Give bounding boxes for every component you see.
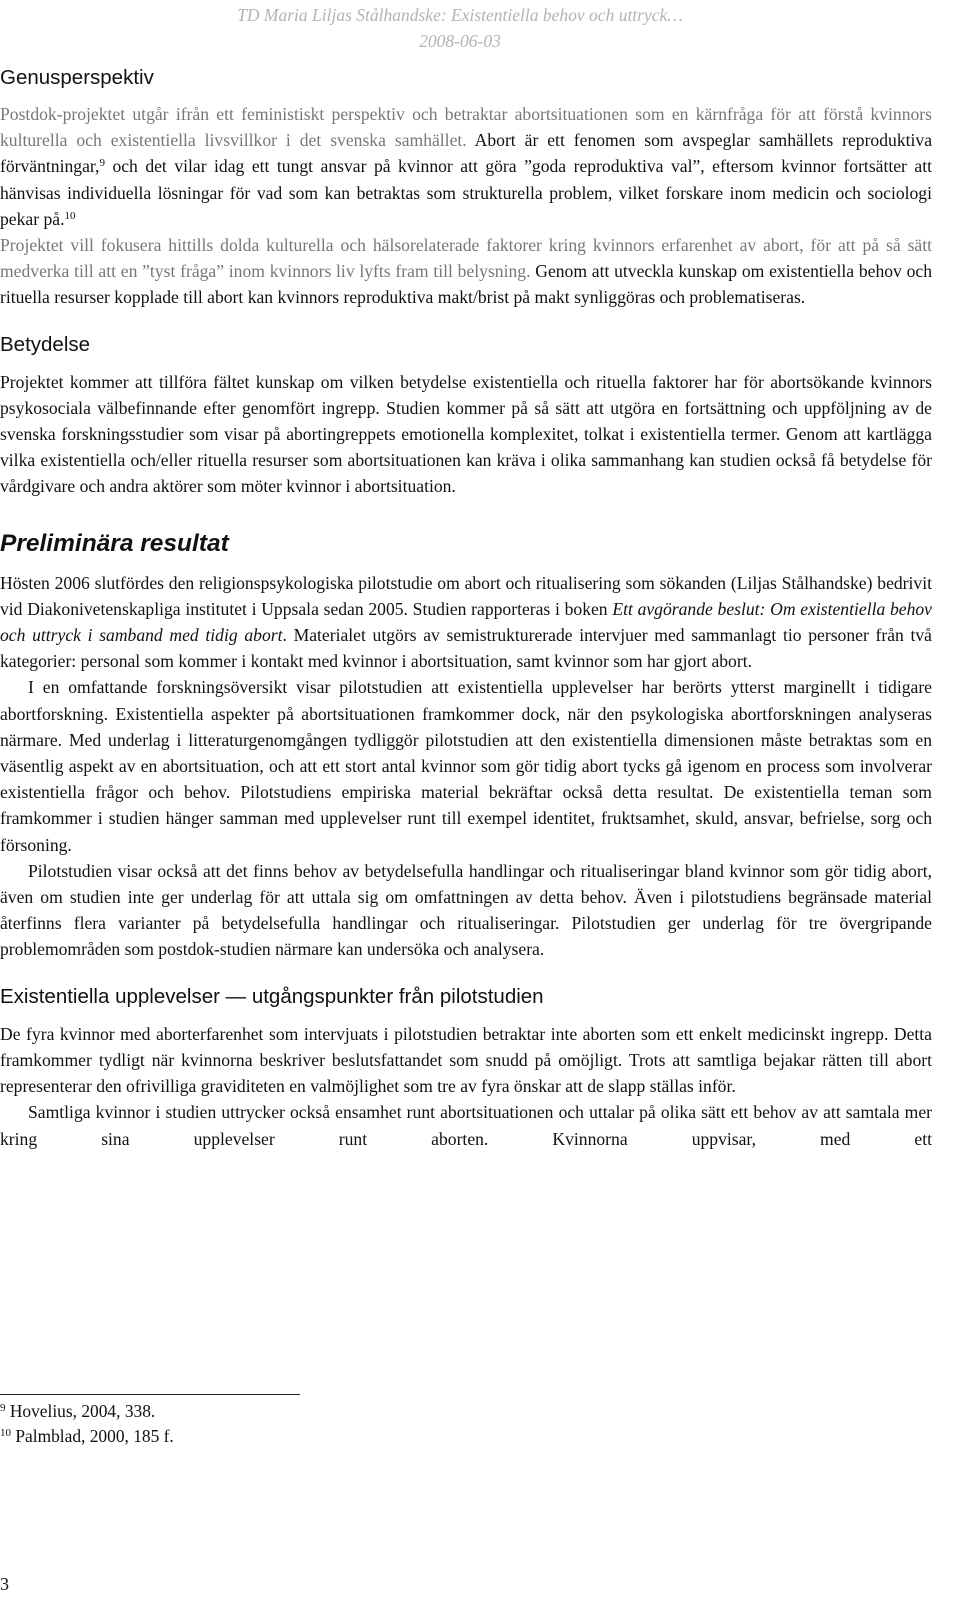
section-genusperspektiv — [0, 64, 932, 311]
paragraph — [0, 232, 932, 311]
paragraph: De fyra kvinnor med aborterfarenhet som intervjuats i pilotstudien betraktar inte aborten som ett enkelt medicinskt ingrepp. Detta framkommer tydligt när kvinnorna beskriver beslutsfattandet som snudd på omöjligt. Trots att samtliga bejakar rätten till abort representerar den ofrivilliga graviditeten en valmöjlighet som tre av fyra önskar att de slapp ställas inför. — [0, 1023, 932, 1097]
paragraph-text: Genom att utveckla kunskap om existentiella behov och rituella resurser kopplade till abort kan kvinnors reproduktiva makt/brist på makt synliggöras och problematiseras. — [0, 261, 933, 308]
footnote-ref-9: 9 — [99, 157, 105, 170]
paragraph-text: Abort är ett fenomen som avspeglar samhällets reproduktiva förväntningar, — [0, 130, 932, 177]
paragraph-text-light: Postdok-projektet utgår ifrån ett feministiskt perspektiv och betraktar abortsituationen som en kärnfråga för att förstå kvinnors kulturella och existentiella livsvillkor i det svenska samhället. — [0, 104, 932, 151]
footnote-text: Hovelius, 2004, 338. — [5, 1401, 156, 1421]
footnote-10 — [0, 1424, 932, 1449]
paragraph — [0, 101, 932, 232]
section-betydelse — [0, 331, 932, 500]
running-header-title: TD Maria Liljas Stålhandske: Existentiella behov och uttryck… — [237, 5, 683, 25]
footnote-number: 10 — [0, 1427, 11, 1439]
paragraph-text: Hösten 2006 slutfördes den religionspsykologiska pilotstudie om abort och ritualisering som sökanden (Liljas Stålhandske) bedrivit vid Diakonivetenskapliga institutet i Uppsala sedan 2005. Studien rapporteras i boken — [0, 572, 932, 619]
heading-genusperspektiv: Genusperspektiv — [0, 66, 154, 89]
footnote-text: Palmblad, 2000, 185 f. — [11, 1426, 174, 1446]
paragraph: I en omfattande forskningsöversikt visar pilotstudien att existentiella upplevelser har berörts ytterst marginellt i tidigare abortforskning. Existentiella aspekter på abortsituationen framkommer dock, när den psykologiska abortforskningen analyseras närmare. Med underlag i litteraturgenomgången tydliggör pilotstudien att den existentiella dimensionen måste betraktas som en väsentlig aspekt av en abortsituation, och att ett stort antal kvinnor som gör tidig abort tycks gå igenom en process som involverar existentiella frågor och behov. Pilotstudiens empiriska material bekräftar också detta resultat. De existentiella teman som framkommer i studien hänger samman med upplevelser runt till exempel identitet, fruktsamhet, skuld, ansvar, befrielse, sorg och försoning. — [0, 677, 932, 855]
paragraph: Projektet kommer att tillföra fältet kunskap om vilken betydelse existentiella och rituella faktorer har för abortsökande kvinnors psykosociala välbefinnande efter genomfört ingrepp. Studien kommer på så sätt att utgöra en fortsättning och uppföljning av de svenska forskningsstudier som visar på abortingreppets emotionella komplexitet, tolkat i existentiella termer. Genom att kartlägga vilka existentiella och/eller rituella resurser som abortsituationen kan kräva i olika sammanhang kan studien också få betydelse för vårdgivare och andra aktörer som möter kvinnor i abortsituation. — [0, 371, 932, 497]
paragraph-text: och det vilar idag ett tungt ansvar på kvinnor att göra ”goda reproduktiva val”, eftersom kvinnor fortsätter att hänvisas individuella lösningar för vad som kan betraktas som strukturella problem, vilket forskare inom medicin och sociologi pekar på. — [0, 156, 932, 229]
running-header — [180, 2, 740, 54]
heading-preliminara-resultat: Preliminära resultat — [0, 529, 229, 557]
footnote-ref-10: 10 — [64, 209, 76, 222]
document-body — [0, 64, 932, 1152]
footnotes — [0, 1394, 932, 1449]
paragraph-text-light: Projektet vill fokusera hittills dolda kulturella och hälsorelaterade faktorer kring kvinnors erfarenhet av abort, för att på så sätt medverka till att en ”tyst fråga” inom kvinnors liv lyfts fram till belysning. — [0, 235, 932, 282]
book-title: Ett avgörande beslut: Om existentiella behov och uttryck i samband med tidig abort — [0, 598, 932, 646]
section-preliminara-resultat — [0, 528, 932, 963]
paragraph — [0, 570, 932, 675]
running-header-date: 2008-06-03 — [419, 31, 501, 51]
page-number: 3 — [0, 1574, 9, 1594]
paragraph: Pilotstudien visar också att det finns behov av betydelsefulla handlingar och ritualiseringar bland kvinnor som gör tidig abort, även om studien inte ger underlag för att uttala sig om omfattningen av detta behov. Även i pilotstudiens begränsade material återfinns flera varianter på betydelsefulla handlingar och ritualiseringar. Pilotstudien ger underlag för tre övergripande problemområden som postdok-studien närmare kan undersöka och analysera. — [0, 860, 932, 960]
paragraph-text: . Materialet utgörs av semistrukturerade intervjuer med sammanlagt tio personer från två kategorier: personal som kommer i kontakt med kvinnor i abortsituation, samt kvinnor som har gjort abort. — [0, 625, 932, 672]
footnote-divider — [0, 1394, 300, 1395]
heading-existentiella-upplevelser: Existentiella upplevelser — utgångspunkter från pilotstudien — [0, 984, 544, 1008]
section-existentiella-upplevelser — [0, 983, 932, 1152]
paragraph: Samtliga kvinnor i studien uttrycker också ensamhet runt abortsituationen och uttalar på olika sätt ett behov av att samtala mer kring sina upplevelser runt aborten. Kvinnorna uppvisar, med ett — [0, 1102, 932, 1149]
footnote-9 — [0, 1399, 932, 1424]
heading-betydelse: Betydelse — [0, 332, 91, 356]
footnote-number: 9 — [0, 1402, 6, 1414]
